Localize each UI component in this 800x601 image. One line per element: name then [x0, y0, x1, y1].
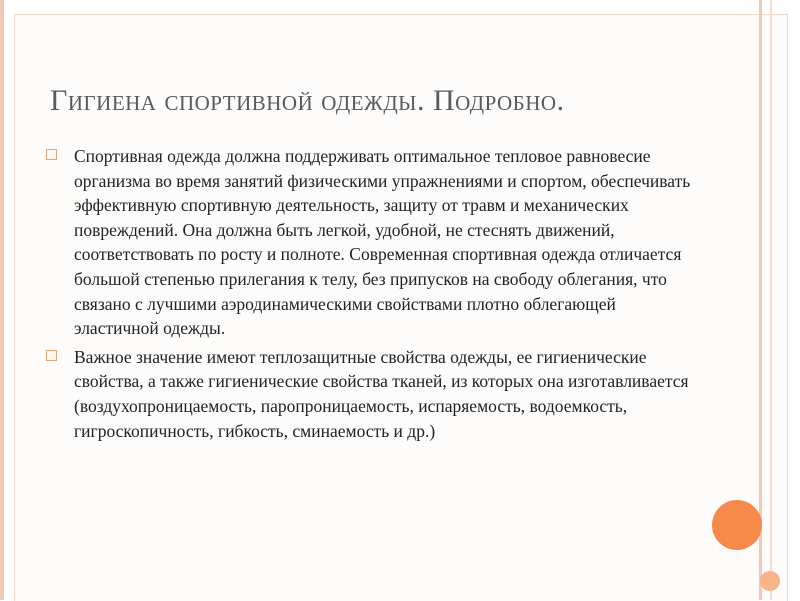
- decorative-circle-large: [712, 500, 762, 550]
- bullet-item: [44, 144, 704, 341]
- bullet-item: [44, 345, 704, 443]
- square-bullet-icon: [46, 149, 57, 160]
- slide-frame-left: [0, 0, 4, 600]
- decorative-circle-small: [760, 571, 780, 591]
- bullet-text: Важное значение имеют теплозащитные свойства одежды, ее гигиенические свойства, а также гигиенические свойства тканей, из которых она изготавливается (воздухопроницаемость, паропроницаемость, испаряемость, водоемкость, гигроскопичность, гибкость, сминаемость и др.): [74, 346, 689, 441]
- slide-title: Гигиена спортивной одежды. Подробно.: [50, 84, 565, 117]
- bullet-text: Спортивная одежда должна поддерживать оптимальное тепловое равновесие организма во время занятий физическими упражнениями и спортом, обеспечивать эффективную спортивную деятельность, защиту от травм и механических повреждений. Она должна быть легкой, удобной, не стеснять движений, соответствовать по росту и полноте. Современная спортивная одежда отличается большой степенью прилегания к телу, без припусков на свободу облегания, что связано с лучшими аэродинамическими свойствами плотно облегающей эластичной одежды.: [74, 146, 691, 339]
- decorative-vertical-line: [759, 0, 762, 600]
- slide-content: [44, 144, 704, 447]
- decorative-vertical-line-thin: [770, 0, 772, 600]
- square-bullet-icon: [46, 350, 57, 361]
